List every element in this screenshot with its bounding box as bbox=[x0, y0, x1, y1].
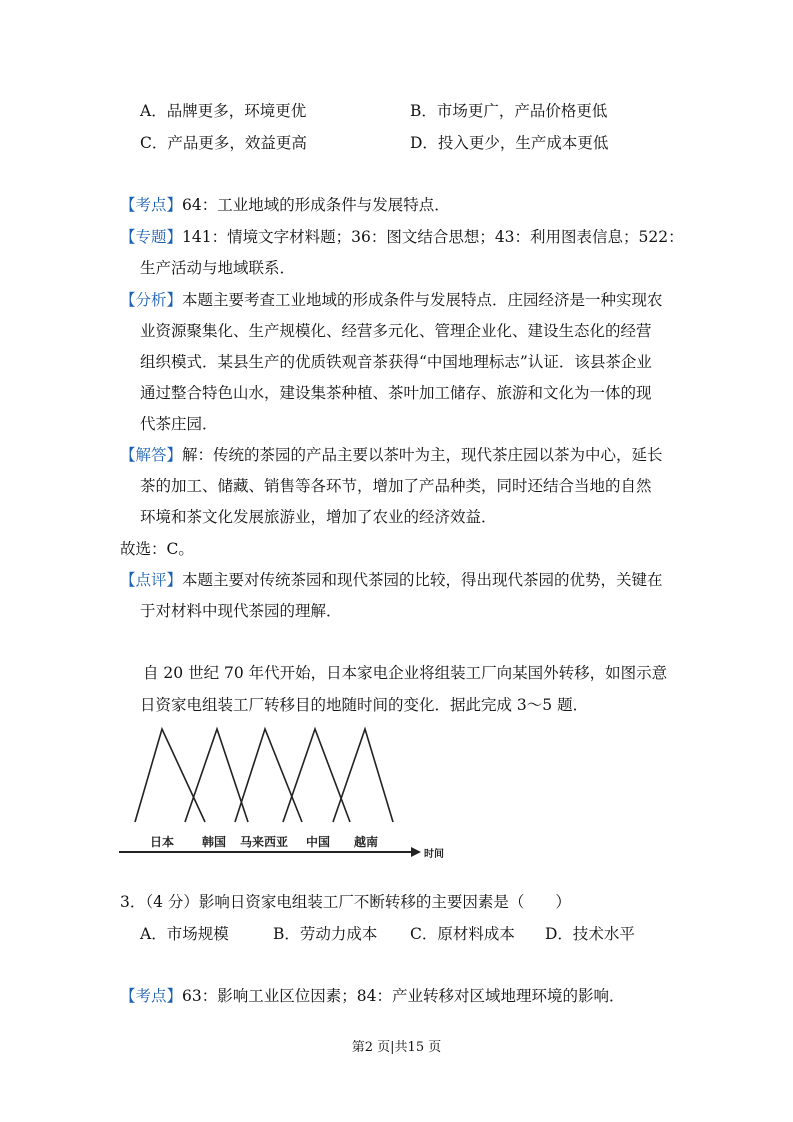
kaodian-row bbox=[120, 196, 450, 215]
zhuanti-tag: 【专题】 bbox=[120, 228, 183, 246]
fenxi-line-1: 本题主要考查工业地域的形成条件与发展特点．庄园经济是一种实现农 bbox=[182, 291, 663, 309]
option-c: C．产品更多，效益更高 bbox=[140, 134, 307, 152]
fenxi-row bbox=[120, 291, 663, 310]
transfer-diagram bbox=[115, 725, 455, 870]
triangle-vietnam bbox=[333, 729, 393, 822]
axis-label-time: 时间 bbox=[424, 849, 444, 860]
fenxi-line-5: 代茶庄园． bbox=[140, 415, 218, 433]
label-korea: 韩国 bbox=[202, 835, 227, 849]
axis-arrow-icon bbox=[411, 847, 421, 857]
q3-kaodian-text: 63：影响工业区位因素；84：产业转移对区域地理环境的影响． bbox=[182, 987, 625, 1005]
kaodian-tag: 【考点】 bbox=[120, 196, 183, 214]
q3-stem: 3．（4 分）影响日资家电组装工厂不断转移的主要因素是（ ） bbox=[120, 893, 571, 911]
dianping-line-1: 本题主要对传统茶园和现代茶园的比较，得出现代茶园的优势，关键在 bbox=[182, 571, 663, 589]
triangle-china bbox=[283, 729, 350, 822]
page-footer: 第2 页|共15 页 bbox=[351, 1040, 442, 1055]
intro-line-1: 自 20 世纪 70 年代开始，日本家电企业将组装工厂向某国外转移，如图示意 bbox=[143, 664, 668, 682]
q3-option-c: C．原材料成本 bbox=[410, 925, 515, 943]
jieda-row bbox=[120, 446, 663, 465]
q3-option-b: B．劳动力成本 bbox=[273, 925, 378, 943]
option-d: D．投入更少，生产成本更低 bbox=[410, 134, 609, 152]
jieda-line-2: 茶的加工、储藏、销售等各环节，增加了产品种类，同时还结合当地的自然 bbox=[140, 477, 652, 495]
jieda-tag: 【解答】 bbox=[120, 446, 183, 464]
q3-option-d: D．技术水平 bbox=[545, 925, 635, 943]
fenxi-line-4: 通过整合特色山水，建设集茶种植、茶叶加工储存、旅游和文化为一体的现 bbox=[140, 384, 652, 402]
triangle-korea bbox=[185, 729, 248, 822]
dianping-tag: 【点评】 bbox=[120, 571, 183, 589]
triangle-malaysia bbox=[235, 729, 302, 822]
q3-kaodian-row bbox=[120, 987, 624, 1006]
q3-option-a: A．市场规模 bbox=[140, 925, 229, 943]
option-a: A．品牌更多，环境更优 bbox=[140, 102, 307, 120]
option-b: B．市场更广，产品价格更低 bbox=[410, 102, 608, 120]
label-japan: 日本 bbox=[150, 835, 175, 849]
zhuanti-line-2: 生产活动与地域联系． bbox=[140, 259, 296, 277]
zhuanti-line-1: 141：情境文字材料题；36：图文结合思想；43：利用图表信息；522： bbox=[182, 228, 684, 246]
kaodian-text: 64：工业地域的形成条件与发展特点． bbox=[182, 196, 450, 214]
label-china: 中国 bbox=[306, 835, 331, 849]
q3-kaodian-tag: 【考点】 bbox=[120, 987, 183, 1005]
dianping-row bbox=[120, 571, 663, 590]
fenxi-line-3: 组织模式．某县生产的优质铁观音茶获得“中国地理标志”认证．该县茶企业 bbox=[140, 353, 652, 371]
triangle-japan bbox=[135, 729, 205, 822]
answer-line: 故选：C。 bbox=[120, 540, 194, 558]
fenxi-line-2: 业资源聚集化、生产规模化、经营多元化、管理企业化、建设生态化的经营 bbox=[140, 322, 652, 340]
jieda-line-3: 环境和茶文化发展旅游业，增加了农业的经济效益． bbox=[140, 508, 497, 526]
label-malaysia: 马来西亚 bbox=[240, 835, 289, 849]
label-vietnam: 越南 bbox=[354, 835, 379, 849]
dianping-line-2: 于对材料中现代茶园的理解． bbox=[140, 602, 342, 620]
jieda-line-1: 解：传统的茶园的产品主要以茶叶为主，现代茶庄园以茶为中心，延长 bbox=[182, 446, 663, 464]
zhuanti-row bbox=[120, 228, 684, 247]
fenxi-tag: 【分析】 bbox=[120, 291, 183, 309]
intro-line-2: 日资家电组装工厂转移目的地随时间的变化．据此完成 3～5 题． bbox=[140, 696, 589, 714]
